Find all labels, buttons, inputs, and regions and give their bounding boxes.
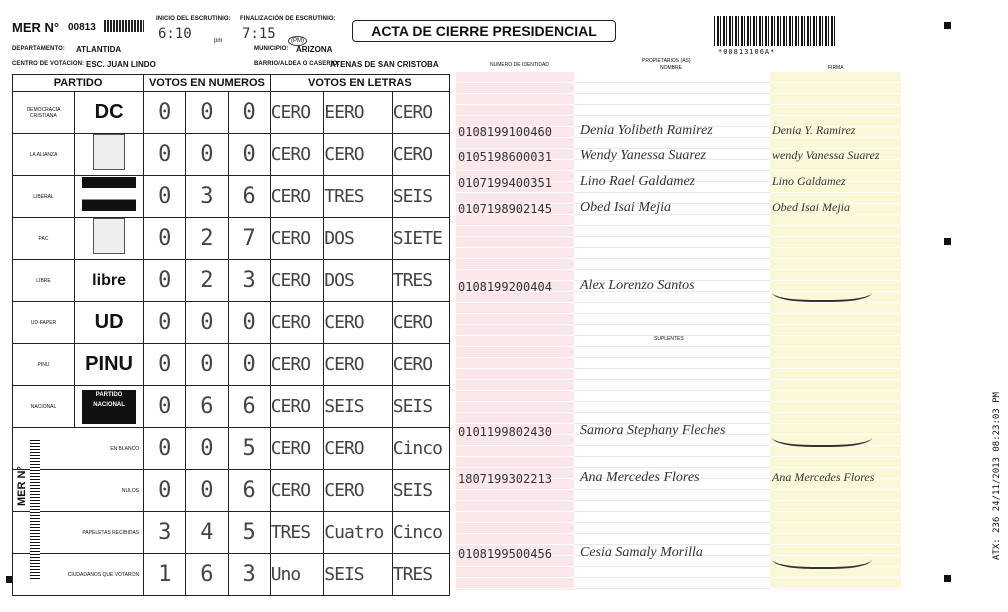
vote-word-cell: TRES <box>270 512 324 554</box>
vote-row <box>13 344 450 386</box>
col-numeros: VOTOS EN NUMEROS <box>144 75 271 92</box>
vote-word-cell: CERO <box>270 134 324 176</box>
member-signature <box>772 423 872 447</box>
vote-word-cell: CERO <box>392 344 449 386</box>
col-partido: PARTIDO <box>13 75 144 92</box>
vote-number-cell: 0 <box>186 134 228 176</box>
vote-word-cell: SEIS <box>324 386 392 428</box>
vote-word-cell: CERO <box>270 470 324 512</box>
vote-word-cell: CERO <box>324 134 392 176</box>
vote-word-cell: TRES <box>392 554 449 596</box>
votes-table <box>12 74 450 596</box>
member-id: 1807199302213 <box>458 472 552 486</box>
vote-number-cell: 0 <box>186 470 228 512</box>
vote-word-cell: CERO <box>270 386 324 428</box>
member-name: Ana Mercedes Flores <box>580 470 700 485</box>
party-logo <box>75 134 144 176</box>
party-logo <box>75 92 144 134</box>
vote-word-cell: EERO <box>324 92 392 134</box>
vote-number-cell: 0 <box>186 344 228 386</box>
centro-label: CENTRO DE VOTACION: <box>12 61 85 67</box>
vote-word-cell: CERO <box>324 428 392 470</box>
municipio-label: MUNICIPIO: <box>254 46 289 52</box>
party-name: LIBRE <box>13 260 75 302</box>
vote-word-cell: CERO <box>324 470 392 512</box>
party-logo <box>75 218 144 260</box>
vote-number-cell: 6 <box>228 176 270 218</box>
party-name: PAPELETAS RECIBIDAS <box>13 512 144 554</box>
member-id: 0108199100460 <box>458 125 552 139</box>
vote-number-cell: 0 <box>144 470 186 512</box>
final-label: FINALIZACIÓN DE ESCRUTINIO: <box>240 16 336 22</box>
header-logo <box>104 20 144 32</box>
vote-word-cell: SEIS <box>392 176 449 218</box>
vote-number-cell: 3 <box>228 260 270 302</box>
member-signature <box>772 278 872 302</box>
vote-word-cell: Cinco <box>392 512 449 554</box>
col-nombre: NOMBRE <box>660 65 682 71</box>
member-id: 0101199802430 <box>458 425 552 439</box>
barcode <box>714 16 836 46</box>
col-firma: FIRMA <box>828 65 844 71</box>
vote-number-cell: 2 <box>186 218 228 260</box>
vote-word-cell: SEIS <box>324 554 392 596</box>
vote-word-cell: SEIS <box>392 386 449 428</box>
vote-word-cell: CERO <box>324 302 392 344</box>
barrio-label: BARRIO/ALDEA O CASERIO: <box>254 61 340 67</box>
vote-number-cell: 7 <box>228 218 270 260</box>
member-name: Denia Yolibeth Ramirez <box>580 123 713 138</box>
party-name: NULOS <box>13 470 144 512</box>
vote-word-cell: CERO <box>270 344 324 386</box>
vote-number-cell: 0 <box>144 92 186 134</box>
document-title: ACTA DE CIERRE PRESIDENCIAL <box>352 20 616 42</box>
member-id: 0108199500456 <box>458 547 552 561</box>
vote-word-cell: SIETE <box>392 218 449 260</box>
vote-number-cell: 6 <box>228 386 270 428</box>
vote-number-cell: 0 <box>228 92 270 134</box>
party-name: NACIONAL <box>13 386 75 428</box>
inicio-label: INICIO DEL ESCRUTINIO: <box>156 16 231 22</box>
suplentes-label: SUPLENTES <box>654 336 684 342</box>
party-logo <box>75 302 144 344</box>
member-id: 0108199200404 <box>458 280 552 294</box>
member-signature: Denia Y. Ramirez <box>772 123 856 137</box>
party-logo <box>75 176 144 218</box>
timestamp-stamp: ATX: 236 24/11/2013 08:23:03 PM <box>992 392 1002 560</box>
propietarios-label: PROPIETARIOS (AS) <box>642 58 691 64</box>
vote-number-cell: 6 <box>186 386 228 428</box>
vote-row <box>13 512 450 554</box>
vote-number-cell: 0 <box>144 386 186 428</box>
party-name: PAC <box>13 218 75 260</box>
barcode-text: *00813106A* <box>718 48 776 56</box>
member-name: Obed Isai Mejia <box>580 200 671 215</box>
vote-number-cell: 0 <box>144 428 186 470</box>
vote-number-cell: 6 <box>228 470 270 512</box>
vote-word-cell: CERO <box>270 218 324 260</box>
member-name: Samora Stephany Fleches <box>580 423 726 438</box>
member-signature: Ana Mercedes Flores <box>772 470 875 484</box>
vote-row <box>13 92 450 134</box>
departamento-label: DEPARTAMENTO: <box>12 46 65 52</box>
vote-row <box>13 470 450 512</box>
vote-number-cell: 0 <box>186 92 228 134</box>
party-logo-text: DC <box>94 101 124 123</box>
member-name: Wendy Yanessa Suarez <box>580 148 707 163</box>
vote-number-cell: 0 <box>144 302 186 344</box>
vote-word-cell: CERO <box>392 134 449 176</box>
member-signature <box>772 545 872 569</box>
vote-number-cell: 0 <box>228 134 270 176</box>
vote-row <box>13 176 450 218</box>
member-name: Cesia Samaly Morilla <box>580 545 703 560</box>
member-signature: Lino Galdamez <box>772 174 846 188</box>
marker-bottom-right <box>944 575 951 582</box>
party-name: CIUDADANOS QUE VOTARON <box>13 554 144 596</box>
vote-number-cell: 0 <box>228 302 270 344</box>
party-logo <box>75 344 144 386</box>
vote-number-cell: 1 <box>144 554 186 596</box>
col-letras: VOTOS EN LETRAS <box>270 75 449 92</box>
vote-word-cell: TRES <box>324 176 392 218</box>
mer-vertical-label <box>16 466 28 506</box>
vertical-barcode <box>30 440 40 580</box>
vote-number-cell: 3 <box>144 512 186 554</box>
vote-word-cell: DOS <box>324 218 392 260</box>
vote-word-cell: CERO <box>270 428 324 470</box>
member-id: 0105198600031 <box>458 150 552 164</box>
vote-word-cell: CERO <box>270 260 324 302</box>
vote-row <box>13 218 450 260</box>
vote-number-cell: 0 <box>144 218 186 260</box>
barrio-value: ATENAS DE SAN CRISTOBA <box>330 60 439 69</box>
party-logo-text: PARTIDO NACIONAL <box>82 390 136 424</box>
party-name: PINU <box>13 344 75 386</box>
member-id: 0107199400351 <box>458 176 552 190</box>
party-name: EN BLANCO <box>13 428 144 470</box>
vote-row <box>13 134 450 176</box>
vote-row <box>13 260 450 302</box>
vote-word-cell: CERO <box>270 176 324 218</box>
member-signature: Obed Isai Mejia <box>772 200 850 214</box>
vote-row <box>13 386 450 428</box>
vote-row <box>13 428 450 470</box>
departamento-value: ATLANTIDA <box>76 45 122 54</box>
party-emblem-icon <box>93 218 125 254</box>
inicio-value: 6:10 <box>158 26 192 42</box>
vote-word-cell: CERO <box>270 92 324 134</box>
marker-top-right <box>944 22 951 29</box>
liberal-flag-icon <box>82 177 136 211</box>
vote-number-cell: 0 <box>144 344 186 386</box>
party-name: DEMOCRACIA CRISTIANA <box>13 92 75 134</box>
vote-number-cell: 5 <box>228 428 270 470</box>
vote-row <box>13 554 450 596</box>
vote-number-cell: 0 <box>228 344 270 386</box>
vote-number-cell: 0 <box>186 428 228 470</box>
vote-word-cell: CERO <box>392 92 449 134</box>
vote-word-cell: SEIS <box>392 470 449 512</box>
vote-number-cell: 0 <box>144 134 186 176</box>
mer-label: MER N° <box>12 20 60 35</box>
member-id: 0107198902145 <box>458 202 552 216</box>
party-logo-text: PINU <box>85 353 133 375</box>
vote-word-cell: CERO <box>324 344 392 386</box>
mer-vertical-text: MER N° <box>16 466 28 506</box>
vote-row <box>13 302 450 344</box>
vote-word-cell: Uno <box>270 554 324 596</box>
vote-word-cell: TRES <box>392 260 449 302</box>
final-suffix: (PM) <box>288 36 307 46</box>
member-name: Alex Lorenzo Santos <box>580 278 695 293</box>
final-value: 7:15 <box>242 26 276 42</box>
vote-number-cell: 0 <box>144 260 186 302</box>
party-logo-text: UD <box>94 311 124 333</box>
vote-number-cell: 4 <box>186 512 228 554</box>
centro-value: ESC. JUAN LINDO <box>86 60 156 69</box>
vote-word-cell: Cinco <box>392 428 449 470</box>
vote-number-cell: 6 <box>186 554 228 596</box>
vote-number-cell: 3 <box>186 176 228 218</box>
col-identidad: NUMERO DE IDENTIDAD <box>490 62 549 68</box>
party-name: LIBERAL <box>13 176 75 218</box>
vote-number-cell: 3 <box>228 554 270 596</box>
party-name: UD-FAPER <box>13 302 75 344</box>
municipio-value: ARIZONA <box>296 45 333 54</box>
vote-word-cell: Cuatro <box>324 512 392 554</box>
vote-word-cell: DOS <box>324 260 392 302</box>
party-logo-text: libre <box>92 271 126 289</box>
member-signature: wendy Vanessa Suarez <box>772 148 880 162</box>
party-logo <box>75 386 144 428</box>
member-name: Lino Rael Galdamez <box>580 174 696 189</box>
vote-number-cell: 0 <box>186 302 228 344</box>
party-name: LA ALIANZA <box>13 134 75 176</box>
inicio-suffix: pm <box>214 38 223 44</box>
vote-number-cell: 0 <box>144 176 186 218</box>
vote-word-cell: CERO <box>392 302 449 344</box>
vote-number-cell: 5 <box>228 512 270 554</box>
party-emblem-icon <box>93 134 125 170</box>
marker-mid-right <box>944 238 951 245</box>
vote-word-cell: CERO <box>270 302 324 344</box>
mer-number: 00813 <box>68 22 96 33</box>
vote-number-cell: 2 <box>186 260 228 302</box>
party-logo <box>75 260 144 302</box>
